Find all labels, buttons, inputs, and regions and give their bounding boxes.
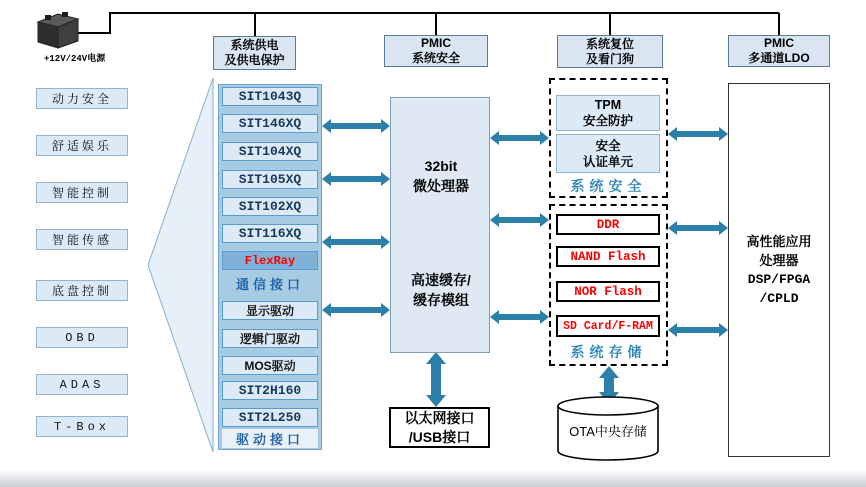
processor-line: /CPLD	[759, 291, 799, 306]
domain-chassis: 底盘控制	[36, 280, 128, 301]
header-power-supply	[213, 36, 296, 70]
chip-sit146xq: SIT146XQ	[222, 114, 318, 133]
chip-sit105xq: SIT105XQ	[222, 170, 318, 189]
flow-arrow	[322, 235, 390, 249]
processor-line: DSP/FPGA	[747, 272, 811, 287]
driver-mos: MOS驱动	[222, 356, 318, 375]
chip-sit102xq: SIT102XQ	[222, 197, 318, 216]
flow-arrow	[426, 352, 446, 407]
header-line: 及供电保护	[224, 53, 285, 67]
domain-obd: OBD	[36, 327, 128, 348]
mcu-cache-label	[391, 260, 491, 320]
funnel-triangle	[148, 78, 213, 452]
driver-logic-gate: 逻辑门驱动	[222, 329, 318, 348]
mcu-box	[390, 97, 490, 353]
mcu-line: 高速缓存/	[411, 272, 471, 288]
header-pmic-security	[384, 35, 488, 67]
header-line: PMIC	[764, 36, 794, 50]
domain-comfort: 舒适娱乐	[36, 135, 128, 156]
domain-adas: ADAS	[36, 374, 128, 395]
power-bus-line	[72, 13, 779, 33]
flow-arrow	[668, 323, 728, 337]
flow-arrow	[322, 172, 390, 186]
tpm-line: 安全防护	[582, 114, 633, 128]
ota-label: OTA中央存储	[569, 423, 647, 439]
chip-sit1043q: SIT1043Q	[222, 87, 318, 106]
header-line: 系统复位	[585, 36, 634, 51]
tpm-box	[556, 95, 660, 131]
bottom-gradient-band	[0, 469, 866, 487]
chip-sit2h160: SIT2H160	[222, 381, 318, 400]
header-line: 及看门狗	[585, 51, 634, 66]
mem-nand: NAND Flash	[556, 246, 660, 267]
domain-tbox: T-Box	[36, 416, 128, 437]
flow-arrow	[668, 221, 728, 235]
auth-unit-box	[556, 134, 660, 173]
flow-arrow	[322, 303, 390, 317]
processor-line: 高性能应用	[746, 234, 812, 249]
flow-arrow	[490, 310, 549, 324]
comm-port-label: 通信接口	[235, 276, 304, 292]
tpm-line: TPM	[594, 98, 622, 112]
security-group-label: 系统安全	[570, 177, 647, 194]
battery-icon	[38, 12, 78, 48]
storage-group-label: 系统存储	[570, 344, 647, 360]
domain-power-safety: 动力安全	[36, 88, 128, 109]
auth-line: 安全	[595, 138, 621, 153]
domain-smart-sensing: 智能传感	[36, 229, 128, 250]
auth-line: 认证单元	[582, 154, 633, 169]
mcu-core-label	[391, 146, 491, 206]
mem-sdcard: SD Card/F-RAM	[556, 315, 660, 337]
header-line: 多通道LDO	[748, 51, 810, 65]
mcu-line: 微处理器	[413, 178, 469, 194]
header-line: 系统供电	[230, 38, 279, 52]
battery-voltage-label: +12V/24V电源	[44, 54, 106, 64]
header-line: PMIC	[421, 36, 451, 50]
mcu-line: 32bit	[424, 158, 458, 174]
chip-flexray: FlexRay	[222, 251, 318, 270]
header-reset-watchdog	[557, 35, 663, 68]
flow-arrow	[490, 131, 549, 145]
flow-arrow	[322, 119, 390, 133]
ethernet-line: 以太网接口	[404, 409, 475, 426]
processor-box	[728, 83, 830, 457]
flow-arrow	[490, 213, 549, 227]
mcu-line: 缓存模组	[413, 292, 469, 308]
mem-ddr: DDR	[556, 214, 660, 235]
processor-line: 处理器	[759, 253, 799, 268]
chip-sit116xq: SIT116XQ	[222, 224, 318, 243]
header-line: 系统安全	[411, 51, 460, 65]
chip-sit2l250: SIT2L250	[222, 408, 318, 427]
mem-nor: NOR Flash	[556, 281, 660, 302]
flow-arrow	[668, 127, 728, 141]
domain-smart-control: 智能控制	[36, 182, 128, 203]
driver-port-label: 驱动接口	[222, 429, 318, 448]
ethernet-usb-box	[389, 407, 490, 448]
header-pmic-ldo	[728, 35, 830, 67]
chip-sit104xq: SIT104XQ	[222, 142, 318, 161]
driver-display: 显示驱动	[222, 301, 318, 320]
ethernet-line: /USB接口	[408, 428, 471, 445]
